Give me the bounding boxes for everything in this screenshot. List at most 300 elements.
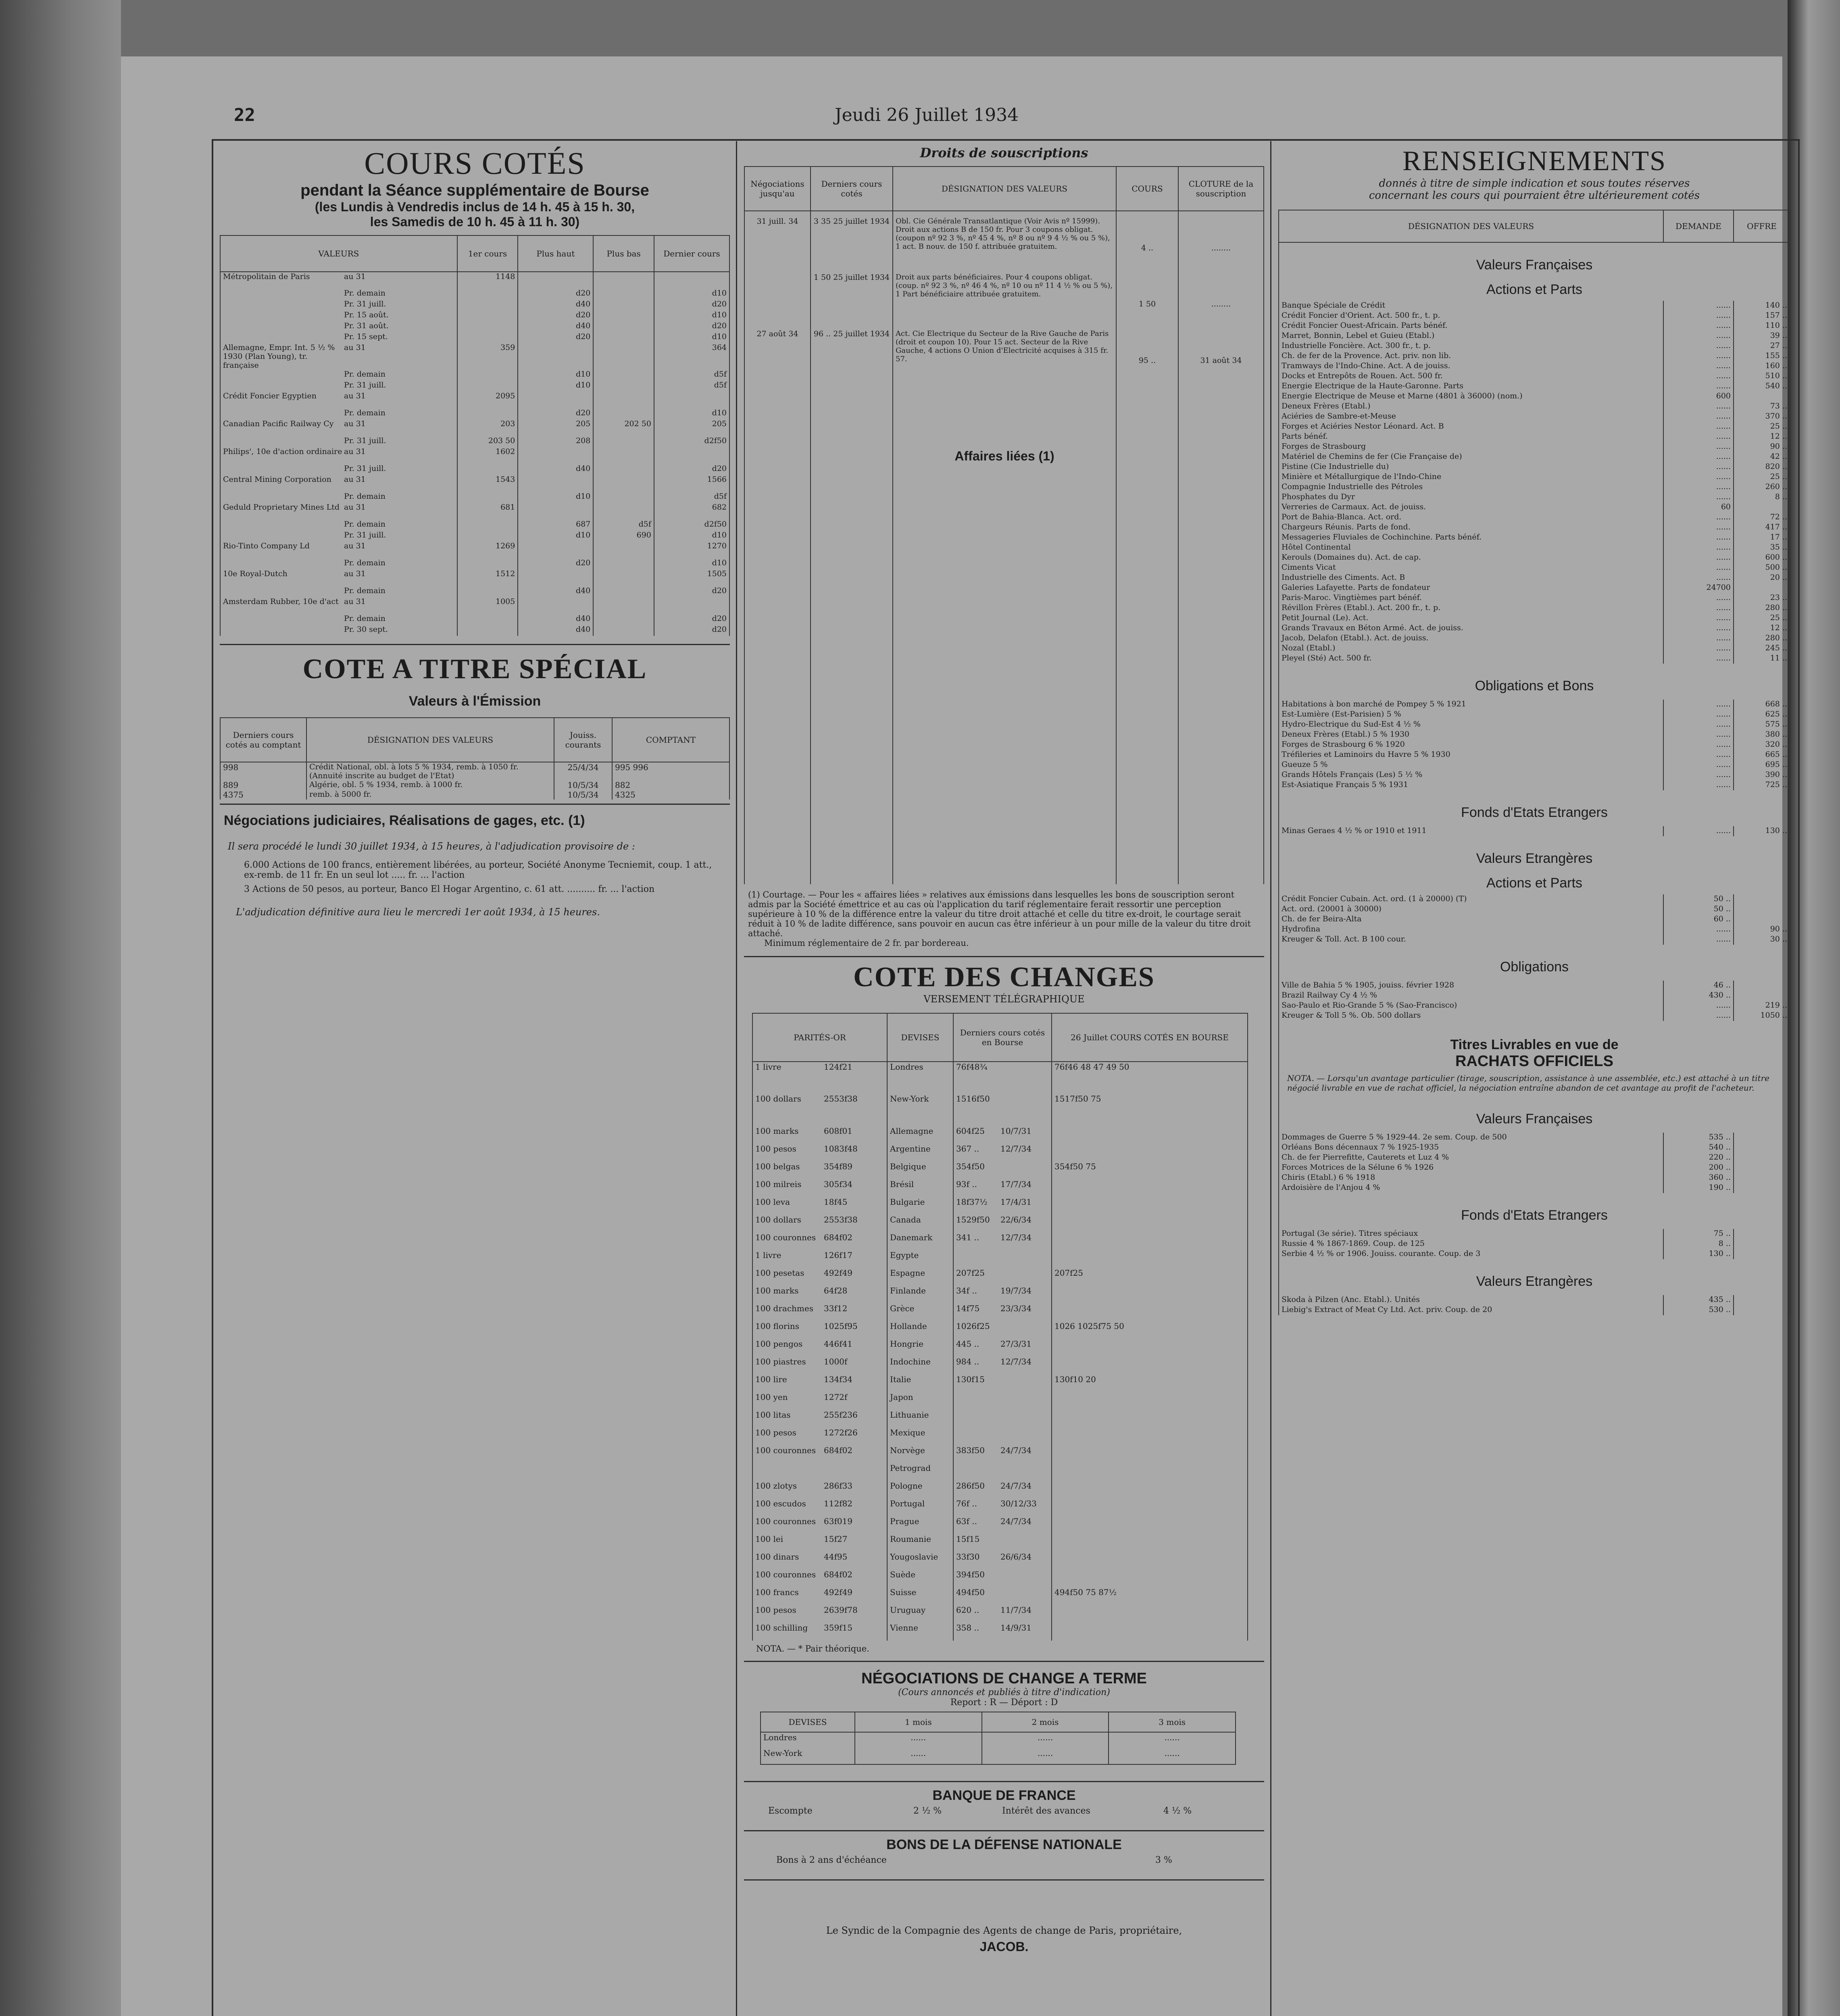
cours-haut: d40 [518, 614, 593, 625]
terme-row-londres: Londres [761, 1732, 855, 1748]
demande: ...... [1663, 361, 1734, 371]
valeur-cell [220, 436, 457, 447]
cours-premier: 203 [457, 419, 518, 436]
column-divider-1 [736, 141, 737, 2016]
table-row [752, 1623, 1248, 1641]
derniers-cours: 998 [220, 762, 306, 780]
table-row [752, 1445, 1248, 1463]
cours-dernier: 1270 [654, 541, 729, 558]
signature-name: JACOB. [979, 1939, 1029, 1954]
section-heading: Fonds d'Etats Etrangers [1279, 1193, 1790, 1229]
parite-cell [752, 1516, 887, 1534]
cours-dernier: d10 [654, 531, 729, 541]
cote-changes-title: COTE DES CHANGES [853, 962, 1155, 993]
cours-cotes-table [220, 235, 730, 636]
valeur-name: Kreuger & Toll 5 %. Ob. 500 dollars [1279, 1011, 1663, 1021]
demande: ...... [1663, 826, 1734, 836]
table-row [1279, 432, 1790, 442]
parite-cell [752, 1534, 887, 1552]
rule [220, 644, 730, 645]
table-row [1279, 730, 1790, 740]
negociations-item-1: 6.000 Actions de 100 francs, entièrement libérées, au porteur, Société Anonyme Tecniemit, coup. 1 att., ex-remb. de 11 fr. En un seul lot ..... fr. ... l'action [244, 860, 712, 880]
table-row [1279, 935, 1790, 945]
dernier-cours: 63f .. [956, 1516, 977, 1526]
cours-haut [518, 503, 593, 520]
demande: ...... [1663, 925, 1734, 935]
devise: Grèce [887, 1304, 953, 1321]
cours-premier [457, 558, 518, 569]
dernier-cours: 15f15 [956, 1534, 980, 1544]
offre [1734, 991, 1790, 1001]
offre: 600 .. [1734, 553, 1790, 563]
cours-premier: 681 [457, 503, 518, 520]
dernier-cell [953, 1375, 1052, 1392]
demande: ...... [1663, 331, 1734, 341]
section-heading: Valeurs Françaises [1279, 1097, 1790, 1133]
dernier-cell [953, 1392, 1052, 1410]
cours-premier [457, 370, 518, 381]
dernier-cell [953, 1516, 1052, 1534]
cours-bas [593, 586, 654, 597]
unit: 100 couronnes [755, 1445, 816, 1455]
demande: 190 .. [1663, 1183, 1734, 1193]
interet-value: 4 ½ % [1163, 1806, 1192, 1816]
table-row [752, 1215, 1248, 1233]
col-header-devises: DEVISES [887, 1013, 953, 1062]
cours-dernier: d20 [654, 625, 729, 636]
dernier-cell [953, 1463, 1052, 1481]
parite-cell [752, 1215, 887, 1233]
demande: 200 .. [1663, 1163, 1734, 1173]
parite-cell [752, 1062, 887, 1094]
valeur-cell [220, 321, 457, 332]
cours-bas [593, 464, 654, 475]
dernier-date: 11/7/34 [1000, 1605, 1032, 1615]
section-heading-row [1279, 872, 1790, 894]
demande: ...... [1663, 603, 1734, 613]
page-date: Jeudi 26 Juillet 1934 [835, 105, 1019, 125]
table-row [220, 381, 729, 392]
devise: Allemagne [887, 1126, 953, 1144]
courtage-note: (1) Courtage. — Pour les « affaires liées » relatives aux émissions dans lesquelles les bons de souscription seront admis par la Société émettrice et au cas où l'application du tarif réglementaire ferait ressortir une perception supérieure à 10 % de la différence entre la valeur du titre droit attaché et celle du titre ex-droit, le courtage serait réduit à 10 % de ladite différence, sans pouvoir en aucun cas être inférieur à un pour mille de la valeur du titre droit attaché. [748, 890, 1251, 938]
section-heading-row [1279, 242, 1790, 279]
section-subheading: Actions et Parts [1279, 279, 1790, 301]
dernier-cell [953, 1304, 1052, 1321]
cours-dernier: d10 [654, 332, 729, 343]
cote-changes-table [752, 1013, 1248, 1641]
cours-dernier [654, 597, 729, 614]
parite-cell [752, 1250, 887, 1268]
col-header-designation: DÉSIGNATION DES VALEURS [893, 167, 1116, 211]
valeur-cell [220, 541, 457, 558]
table-row [1279, 543, 1790, 553]
col-header-valeurs: VALEURS [220, 235, 457, 272]
cours-bas [593, 614, 654, 625]
valeur-terme: au 31 [344, 475, 366, 484]
valeur-name: Minière et Métallurgique de l'Indo-Chine [1279, 472, 1663, 482]
col-header-comptant: COMPTANT [612, 718, 729, 762]
dernier-date: 19/7/34 [1000, 1286, 1032, 1295]
demande: 50 .. [1663, 904, 1734, 914]
parite-cell [752, 1094, 887, 1126]
table-row [220, 520, 729, 531]
table-row [1279, 623, 1790, 633]
table-row [1279, 1143, 1790, 1153]
cours-cotes [1052, 1463, 1248, 1481]
table-row [1279, 981, 1790, 991]
cours-haut: d20 [518, 408, 593, 419]
parite-or: 1272f [824, 1392, 848, 1402]
table-row [1279, 381, 1790, 392]
comptant: 995 996 [612, 762, 729, 780]
section-heading: Valeurs Françaises [1279, 242, 1790, 279]
cours-cotes [1052, 1357, 1248, 1375]
table-row [1279, 492, 1790, 502]
valeur-name: Métropolitain de Paris [223, 272, 310, 281]
cours-premier [457, 408, 518, 419]
unit: 100 florins [755, 1321, 800, 1331]
offre: 42 .. [1734, 452, 1790, 462]
cours-haut: d40 [518, 625, 593, 636]
escompte-value: 2 ½ % [913, 1806, 942, 1816]
unit: 100 couronnes [755, 1570, 816, 1579]
valeur-name: Docks et Entrepôts de Rouen. Act. 500 fr. [1279, 371, 1663, 381]
cours-dernier: d10 [654, 310, 729, 321]
demande: ...... [1663, 442, 1734, 452]
devise: Brésil [887, 1179, 953, 1197]
dernier-date: 24/7/34 [1000, 1481, 1032, 1491]
demande: 8 .. [1663, 1239, 1734, 1249]
parite-cell [752, 1126, 887, 1144]
cours-dernier: d20 [654, 614, 729, 625]
table-row [1279, 1183, 1790, 1193]
table-row [220, 419, 729, 436]
cours-premier [457, 300, 518, 310]
valeur-terme: Pr. 31 juill. [344, 381, 386, 389]
offre: 500 .. [1734, 563, 1790, 573]
table-row [1279, 603, 1790, 613]
cours-bas [593, 569, 654, 586]
valeur-name: Deneux Frères (Etabl.) [1279, 402, 1663, 412]
offre [1734, 1239, 1790, 1249]
valeur-cell [220, 475, 457, 492]
table-row [744, 211, 1264, 267]
cours-cotes [1052, 1144, 1248, 1162]
cours: 1 50 [1116, 267, 1178, 324]
cours-cotes [1052, 1445, 1248, 1463]
table-row [1279, 654, 1790, 664]
dernier-cell [953, 1428, 1052, 1445]
cours-cotes: 76f46 48 47 49 50 [1052, 1062, 1248, 1094]
table-row [220, 597, 729, 614]
table-row [220, 492, 729, 503]
section-subheading: Actions et Parts [1279, 872, 1790, 894]
parite-cell [752, 1392, 887, 1410]
demande: 540 .. [1663, 1143, 1734, 1153]
dernier-date: 27/3/31 [1000, 1339, 1032, 1349]
demande: ...... [1663, 321, 1734, 331]
demande: ...... [1663, 720, 1734, 730]
offre: 90 .. [1734, 442, 1790, 452]
table-row [1279, 502, 1790, 512]
cours-bas [593, 332, 654, 343]
devise: Vienne [887, 1623, 953, 1641]
terme-report: Report : R — Déport : D [950, 1697, 1058, 1708]
cours-dernier: 205 [654, 419, 729, 436]
unit: 100 couronnes [755, 1233, 816, 1242]
table-row [1279, 573, 1790, 583]
offre [1734, 1229, 1790, 1239]
negociations-judiciaires-title: Négociations judiciaires, Réalisations de gages, etc. (1) [224, 813, 585, 828]
table-row [1279, 1001, 1790, 1011]
dernier-cell [953, 1250, 1052, 1268]
cours-dernier: 682 [654, 503, 729, 520]
table-row [1279, 593, 1790, 603]
devise: Espagne [887, 1268, 953, 1286]
valeur-name: 10e Royal-Dutch [223, 569, 288, 578]
jouissance: 10/5/34 [554, 790, 612, 800]
table-row [1279, 904, 1790, 914]
dernier-cell [953, 1062, 1052, 1094]
table-row [1279, 331, 1790, 341]
cours-cotes [1052, 1552, 1248, 1570]
table-row [752, 1179, 1248, 1197]
cours-dernier: d20 [654, 321, 729, 332]
table-row [1279, 1295, 1790, 1305]
cours-haut: 205 [518, 419, 593, 436]
cours-cotes-subtitle: pendant la Séance supplémentaire de Bourse [300, 181, 649, 199]
cours-premier [457, 492, 518, 503]
demande: ...... [1663, 412, 1734, 422]
demande: 46 .. [1663, 981, 1734, 991]
offre: 25 .. [1734, 613, 1790, 623]
cours-bas [593, 408, 654, 419]
dernier-cell [953, 1233, 1052, 1250]
cours-cotes: 494f50 75 87½ [1052, 1587, 1248, 1605]
devise: Indochine [887, 1357, 953, 1375]
cours-premier [457, 321, 518, 332]
table-row [752, 1463, 1248, 1481]
col-header-3-mois: 3 mois [1109, 1712, 1236, 1732]
dernier-date: 17/7/34 [1000, 1179, 1032, 1189]
valeur-terme: Pr. 31 juill. [344, 436, 386, 445]
parite-cell [752, 1499, 887, 1516]
cours-premier [457, 310, 518, 321]
designation: Obl. Cie Générale Transatlantique (Voir Avis nº 15999). Droit aux actions B de 150 fr. Pour 3 coupons obligat. (coupon nº 92 3 %, nº 45 4 %, nº 8 ou nº 9 4 ½ % ou 5 %), 1 act. B nouv. de 150 f. attribuée gratuitem. [893, 211, 1116, 267]
section-heading-row [1279, 664, 1790, 700]
table-row [752, 1552, 1248, 1570]
table-row [752, 1605, 1248, 1623]
col-header-derniers-cours: Derniers cours cotés [811, 167, 893, 211]
cours-dernier: d10 [654, 558, 729, 569]
devise: Belgique [887, 1162, 953, 1179]
demande: ...... [1663, 402, 1734, 412]
dernier-cell [953, 1179, 1052, 1197]
parite-or: 1272f26 [824, 1428, 858, 1437]
parite-cell [752, 1605, 887, 1623]
page-number: 22 [234, 105, 255, 125]
unit: 100 lei [755, 1534, 784, 1544]
table-row [1279, 750, 1790, 760]
dernier-cours: 358 .. [956, 1623, 979, 1633]
valeur-name: Habitations à bon marché de Pompey 5 % 1921 [1279, 700, 1663, 710]
cours-haut: d20 [518, 558, 593, 569]
parite-or: 446f41 [824, 1339, 853, 1349]
valeur-name: Gueuze 5 % [1279, 760, 1663, 770]
designation: remb. à 5000 fr. [306, 790, 554, 800]
col-header-parites: PARITÉS-OR [752, 1013, 887, 1062]
table-row [220, 625, 729, 636]
negociations-definitive: L'adjudication définitive aura lieu le mercredi 1er août 1934, à 15 heures. [236, 906, 600, 918]
table-row [752, 1428, 1248, 1445]
table-row [220, 343, 729, 370]
dernier-date: 12/7/34 [1000, 1357, 1032, 1366]
valeur-name: Galeries Lafayette. Parts de fondateur [1279, 583, 1663, 593]
cours-bas [593, 300, 654, 310]
table-row [752, 1233, 1248, 1250]
dernier-cell [953, 1534, 1052, 1552]
table-row [752, 1094, 1248, 1126]
cours-cotes [1052, 1197, 1248, 1215]
cours-premier: 1269 [457, 541, 518, 558]
offre [1734, 894, 1790, 904]
dernier-cell [953, 1499, 1052, 1516]
table-row [1279, 361, 1790, 371]
designation: Droit aux parts bénéficiaires. Pour 4 coupons obligat. (coup. nº 92 3 %, nº 46 4 %, nº 10 ou nº 11 4 ½ % ou 5 %), 1 Part bénéficiaire attribuée gratuitem. [893, 267, 1116, 324]
cours-haut: d10 [518, 492, 593, 503]
cours-haut [518, 569, 593, 586]
cours-premier: 1148 [457, 272, 518, 289]
dernier-cell [953, 1197, 1052, 1215]
designation: Algérie, obl. 5 % 1934, remb. à 1000 fr. [306, 780, 554, 790]
valeur-name: Skoda à Pilzen (Anc. Etabl.). Unités [1279, 1295, 1663, 1305]
table-row [220, 370, 729, 381]
offre [1734, 1249, 1790, 1259]
jouissance: 25/4/34 [554, 762, 612, 780]
demande: ...... [1663, 700, 1734, 710]
table-row [1279, 321, 1790, 331]
parite-cell [752, 1179, 887, 1197]
valeur-name: Est-Lumière (Est-Parisien) 5 % [1279, 710, 1663, 720]
cours-premier [457, 464, 518, 475]
cours-premier [457, 614, 518, 625]
offre: 695 .. [1734, 760, 1790, 770]
cours-haut [518, 343, 593, 370]
offre [1734, 1305, 1790, 1315]
table-row [1279, 563, 1790, 573]
table-row [752, 1339, 1248, 1357]
table-row [1279, 311, 1790, 321]
valeur-name: Ciments Vicat [1279, 563, 1663, 573]
parite-cell [752, 1481, 887, 1499]
cours-dernier: d2f50 [654, 520, 729, 531]
cours-cotes: 207f25 [1052, 1268, 1248, 1286]
devise: Prague [887, 1516, 953, 1534]
cours-cotes: 354f50 75 [1052, 1162, 1248, 1179]
cours-dernier: d10 [654, 408, 729, 419]
col-header-cours-cotes: 26 Juillet COURS COTÉS EN BOURSE [1052, 1013, 1248, 1062]
col-header-plus-bas: Plus bas [593, 235, 654, 272]
section-heading: Fonds d'Etats Etrangers [1279, 790, 1790, 826]
table-row [752, 1357, 1248, 1375]
table-row [1279, 740, 1790, 750]
cours-bas [593, 343, 654, 370]
offre: 540 .. [1734, 381, 1790, 392]
table-row [1279, 1239, 1790, 1249]
parite-or: 286f33 [824, 1481, 853, 1491]
table-row [220, 408, 729, 419]
table-row [752, 1410, 1248, 1428]
table-row [1279, 991, 1790, 1001]
designation: Crédit National, obl. à lots 5 % 1934, remb. à 1050 fr. (Annuité inscrite au budget de l'Etat) [306, 762, 554, 780]
table-row [1279, 633, 1790, 644]
unit: 100 yen [755, 1392, 788, 1402]
table-row [220, 569, 729, 586]
table-row [752, 1587, 1248, 1605]
table-row [220, 272, 729, 289]
parite-or: 112f82 [824, 1499, 853, 1508]
valeur-terme: Pr. 31 août. [344, 321, 389, 330]
rachats-title-1: Titres Livrables en vue de [1450, 1037, 1619, 1052]
parite-cell [752, 1268, 887, 1286]
demande: ...... [1663, 730, 1734, 740]
table-row [752, 1162, 1248, 1179]
devise: Yougoslavie [887, 1552, 953, 1570]
offre: 160 .. [1734, 361, 1790, 371]
dernier-cours: 394f50 [956, 1570, 985, 1579]
valeur-name: Act. ord. (20001 à 30000) [1279, 904, 1663, 914]
devise: Italie [887, 1375, 953, 1392]
dernier-cell [953, 1339, 1052, 1357]
dernier-cell [953, 1215, 1052, 1233]
valeur-name: Ville de Bahia 5 % 1905, jouiss. février 1928 [1279, 981, 1663, 991]
valeur-name: Russie 4 % 1867-1869. Coup. de 125 [1279, 1239, 1663, 1249]
table-row [1279, 341, 1790, 351]
offre: 665 .. [1734, 750, 1790, 760]
valeur-name: Energie Electrique de Meuse et Marne (4801 à 36000) (nom.) [1279, 392, 1663, 402]
parite-or: 255f236 [824, 1410, 858, 1420]
devise: Danemark [887, 1233, 953, 1250]
col-header-cloture: CLOTURE de la souscription [1178, 167, 1264, 211]
table-row [1279, 914, 1790, 925]
offre: 25 .. [1734, 472, 1790, 482]
bons-value: 3 % [1155, 1855, 1172, 1865]
valeur-cell [220, 597, 457, 614]
dernier-date: 14/9/31 [1000, 1623, 1032, 1633]
offre: 280 .. [1734, 633, 1790, 644]
parite-or: 2553f38 [824, 1215, 858, 1225]
cours-premier: 2095 [457, 392, 518, 408]
valeur-name: Crédit Foncier Ouest-Africain. Parts bénéf. [1279, 321, 1663, 331]
cours-haut: d10 [518, 370, 593, 381]
cours-premier [457, 289, 518, 300]
cours-haut: 687 [518, 520, 593, 531]
demande: ...... [1663, 371, 1734, 381]
cours-dernier: 364 [654, 343, 729, 370]
table-row [752, 1321, 1248, 1339]
dernier-cell [953, 1552, 1052, 1570]
derniers-cours: 1 50 25 juillet 1934 [811, 267, 893, 324]
demande: ...... [1663, 740, 1734, 750]
valeur-name: Dommages de Guerre 5 % 1929-44. 2e sem. Coup. de 500 [1279, 1133, 1663, 1143]
interet-label: Intérêt des avances [1002, 1806, 1090, 1816]
valeur-name: Nozal (Etabl.) [1279, 644, 1663, 654]
cours-bas [593, 447, 654, 464]
table-row [220, 475, 729, 492]
cours-bas: 202 50 [593, 419, 654, 436]
demande: 130 .. [1663, 1249, 1734, 1259]
valeur-name: Pleyel (Sté) Act. 500 fr. [1279, 654, 1663, 664]
